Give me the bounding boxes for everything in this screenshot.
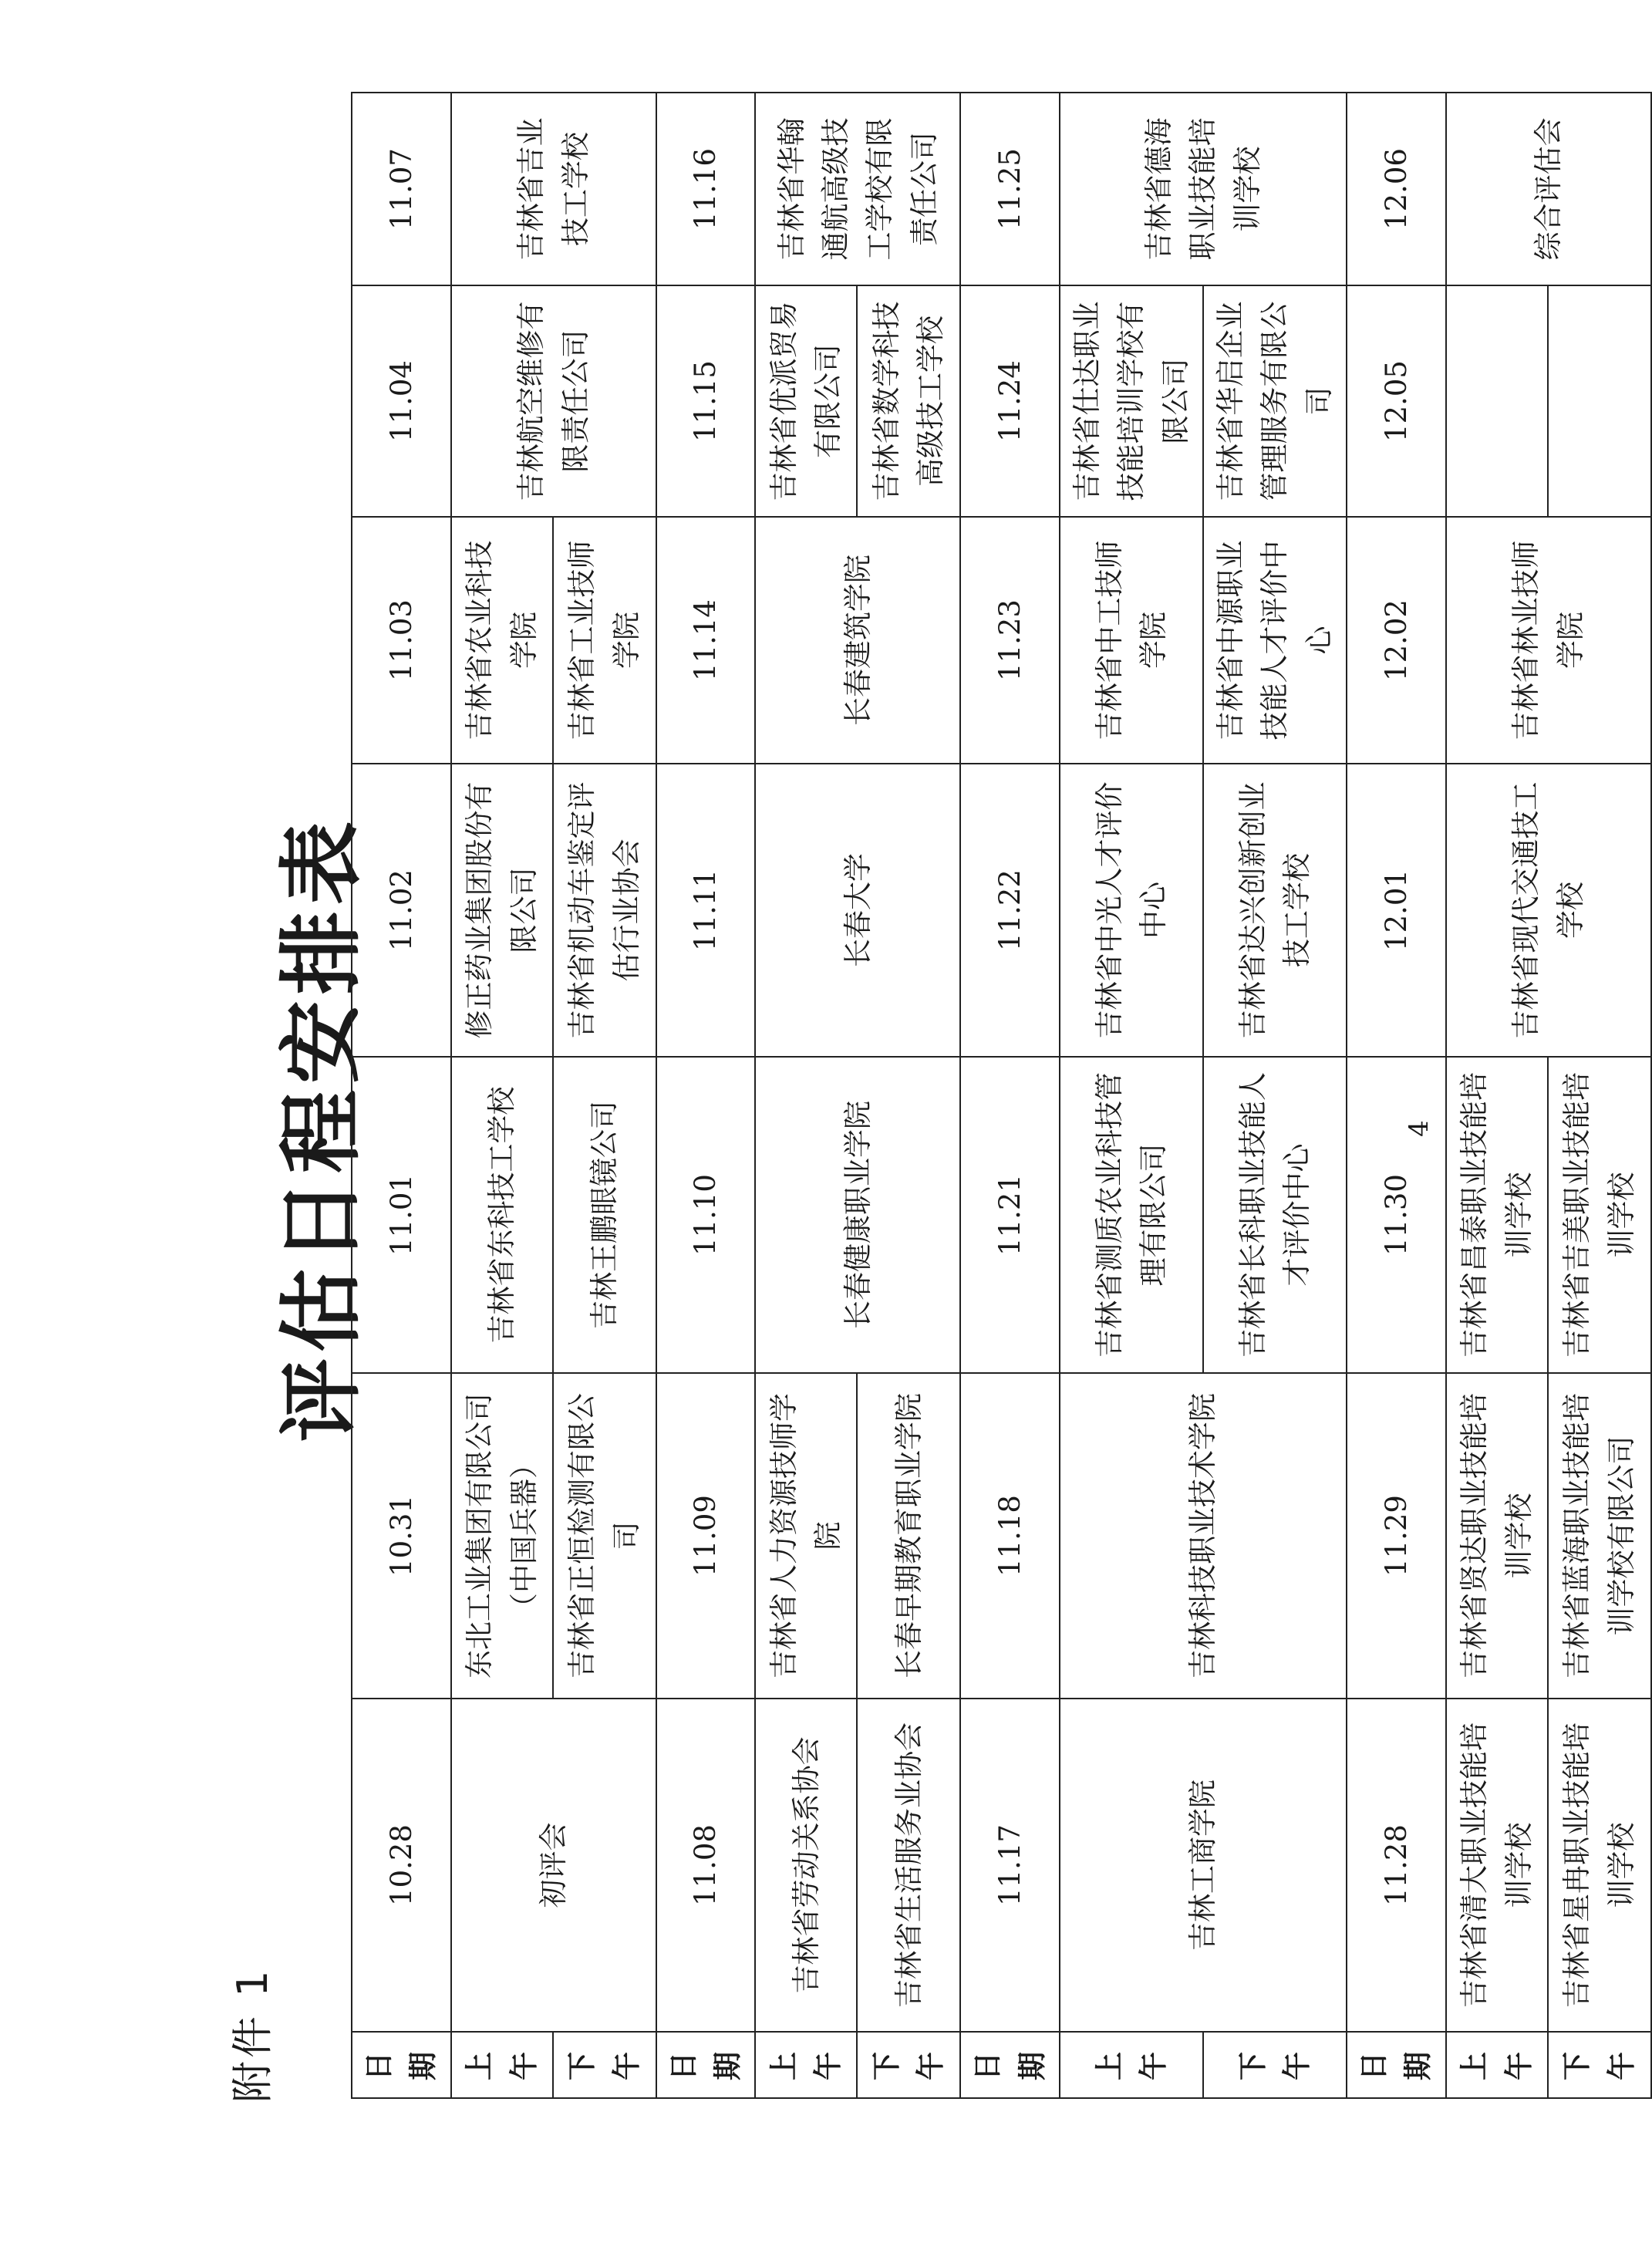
date-cell: 11.01 bbox=[352, 1057, 451, 1373]
pm-row bbox=[1548, 93, 1651, 2098]
date-cell: 11.03 bbox=[352, 517, 451, 764]
attachment-label: 附件 1 bbox=[228, 1967, 277, 2103]
date-cell: 11.08 bbox=[656, 1699, 756, 2032]
am-label: 上午 bbox=[1060, 2032, 1203, 2098]
date-cell: 12.01 bbox=[1347, 764, 1446, 1057]
am-cell: 吉林省中光人才评价中心 bbox=[1060, 764, 1203, 1057]
pm-cell: 吉林省达兴创新创业技工学校 bbox=[1203, 764, 1347, 1057]
date-cell: 11.28 bbox=[1347, 1699, 1446, 2032]
pm-cell: 吉林省吉美职业技能培训学校 bbox=[1548, 1057, 1651, 1373]
pm-cell bbox=[1548, 285, 1651, 517]
am-cell: 吉林省贤达职业技能培训学校 bbox=[1446, 1373, 1548, 1699]
pm-cell: 吉林省正恒检测有限公司 bbox=[553, 1373, 656, 1699]
am-cell: 吉林省仕达职业技能培训学校有限公司 bbox=[1060, 285, 1203, 517]
am-cell bbox=[1446, 285, 1548, 517]
am-row bbox=[755, 93, 857, 2098]
date-cell: 11.02 bbox=[352, 764, 451, 1057]
date-cell: 12.02 bbox=[1347, 517, 1446, 764]
page-title: 评估日程安排表 bbox=[274, 815, 370, 1442]
date-cell: 10.31 bbox=[352, 1373, 451, 1699]
schedule-table bbox=[351, 92, 1652, 2099]
date-label: 日期 bbox=[1347, 2032, 1446, 2098]
merged-day-cell: 吉林省林业技师学院 bbox=[1446, 517, 1651, 764]
pm-cell: 吉林省蓝海职业技能培训学校有限公司 bbox=[1548, 1373, 1651, 1699]
am-row bbox=[451, 93, 553, 2098]
date-cell: 11.29 bbox=[1347, 1373, 1446, 1699]
am-cell: 吉林省昌泰职业技能培训学校 bbox=[1446, 1057, 1548, 1373]
pm-label: 下午 bbox=[553, 2032, 656, 2098]
date-cell: 11.22 bbox=[960, 764, 1060, 1057]
date-label: 日期 bbox=[656, 2032, 756, 2098]
date-cell: 11.15 bbox=[656, 285, 756, 517]
pm-cell: 吉林王鹏眼镜公司 bbox=[553, 1057, 656, 1373]
am-cell: 东北工业集团有限公司（中国兵器） bbox=[451, 1373, 553, 1699]
date-cell: 11.09 bbox=[656, 1373, 756, 1699]
pm-cell: 吉林省中源职业技能人才评价中心 bbox=[1203, 517, 1347, 764]
date-cell: 11.04 bbox=[352, 285, 451, 517]
merged-day-cell: 吉林省德海职业技能培训学校 bbox=[1060, 93, 1347, 285]
date-cell: 11.10 bbox=[656, 1057, 756, 1373]
pm-cell: 长春早期教育职业学院 bbox=[857, 1373, 960, 1699]
pm-cell: 吉林省机动车鉴定评估行业协会 bbox=[553, 764, 656, 1057]
date-cell: 12.06 bbox=[1347, 93, 1446, 285]
am-label: 上午 bbox=[1446, 2032, 1548, 2098]
pm-label: 下午 bbox=[1203, 2032, 1347, 2098]
merged-day-cell: 吉林省华翰通航高级技工学校有限责任公司 bbox=[755, 93, 960, 285]
date-cell: 11.14 bbox=[656, 517, 756, 764]
page-number: 4 bbox=[1404, 1120, 1435, 1137]
merged-day-cell: 吉林航空维修有限责任公司 bbox=[451, 285, 656, 517]
pm-cell: 吉林省华启企业管理服务有限公司 bbox=[1203, 285, 1347, 517]
am-cell: 吉林省优派贸易有限公司 bbox=[755, 285, 857, 517]
pm-cell: 吉林省生活服务业协会 bbox=[857, 1699, 960, 2032]
am-label: 上午 bbox=[451, 2032, 553, 2098]
am-cell: 吉林省测质农业科技管理有限公司 bbox=[1060, 1057, 1203, 1373]
date-cell: 11.25 bbox=[960, 93, 1060, 285]
am-cell: 吉林省农业科技学院 bbox=[451, 517, 553, 764]
date-cell: 10.28 bbox=[352, 1699, 451, 2032]
date-cell: 11.18 bbox=[960, 1373, 1060, 1699]
date-row bbox=[960, 93, 1060, 2098]
pm-label: 下午 bbox=[1548, 2032, 1651, 2098]
date-cell: 12.05 bbox=[1347, 285, 1446, 517]
date-cell: 11.11 bbox=[656, 764, 756, 1057]
pm-cell: 吉林省工业技师学院 bbox=[553, 517, 656, 764]
am-label: 上午 bbox=[755, 2032, 857, 2098]
date-cell: 11.16 bbox=[656, 93, 756, 285]
date-cell: 11.30 bbox=[1347, 1057, 1446, 1373]
am-cell: 吉林省东科技工学校 bbox=[451, 1057, 553, 1373]
merged-day-cell: 综合评估会 bbox=[1446, 93, 1651, 285]
pm-cell: 吉林省数学科技高级技工学校 bbox=[857, 285, 960, 517]
am-row bbox=[1060, 93, 1203, 2098]
merged-day-cell: 吉林省吉业技工学校 bbox=[451, 93, 656, 285]
pm-label: 下午 bbox=[857, 2032, 960, 2098]
schedule-body bbox=[352, 93, 1651, 2098]
date-row bbox=[656, 93, 756, 2098]
date-cell: 11.21 bbox=[960, 1057, 1060, 1373]
pm-cell: 吉林省星冉职业技能培训学校 bbox=[1548, 1699, 1651, 2032]
merged-day-cell: 初评会 bbox=[451, 1699, 656, 2032]
merged-day-cell: 吉林省现代交通技工学校 bbox=[1446, 764, 1651, 1057]
am-cell: 吉林省人力资源技师学院 bbox=[755, 1373, 857, 1699]
date-cell: 11.17 bbox=[960, 1699, 1060, 2032]
merged-day-cell: 长春建筑学院 bbox=[755, 517, 960, 764]
date-row bbox=[352, 93, 451, 2098]
am-row bbox=[1446, 93, 1548, 2098]
date-cell: 11.23 bbox=[960, 517, 1060, 764]
am-cell: 修正药业集团股份有限公司 bbox=[451, 764, 553, 1057]
merged-day-cell: 吉林工商学院 bbox=[1060, 1699, 1347, 2032]
date-cell: 11.24 bbox=[960, 285, 1060, 517]
merged-day-cell: 吉林科技职业技术学院 bbox=[1060, 1373, 1347, 1699]
merged-day-cell: 长春健康职业学院 bbox=[755, 1057, 960, 1373]
date-cell: 11.07 bbox=[352, 93, 451, 285]
am-cell: 吉林省劳动关系协会 bbox=[755, 1699, 857, 2032]
date-label: 日期 bbox=[352, 2032, 451, 2098]
am-cell: 吉林省中工技师学院 bbox=[1060, 517, 1203, 764]
am-cell: 吉林省清大职业技能培训学校 bbox=[1446, 1699, 1548, 2032]
pm-cell: 吉林省长科职业技能人才评价中心 bbox=[1203, 1057, 1347, 1373]
merged-day-cell: 长春大学 bbox=[755, 764, 960, 1057]
date-label: 日期 bbox=[960, 2032, 1060, 2098]
